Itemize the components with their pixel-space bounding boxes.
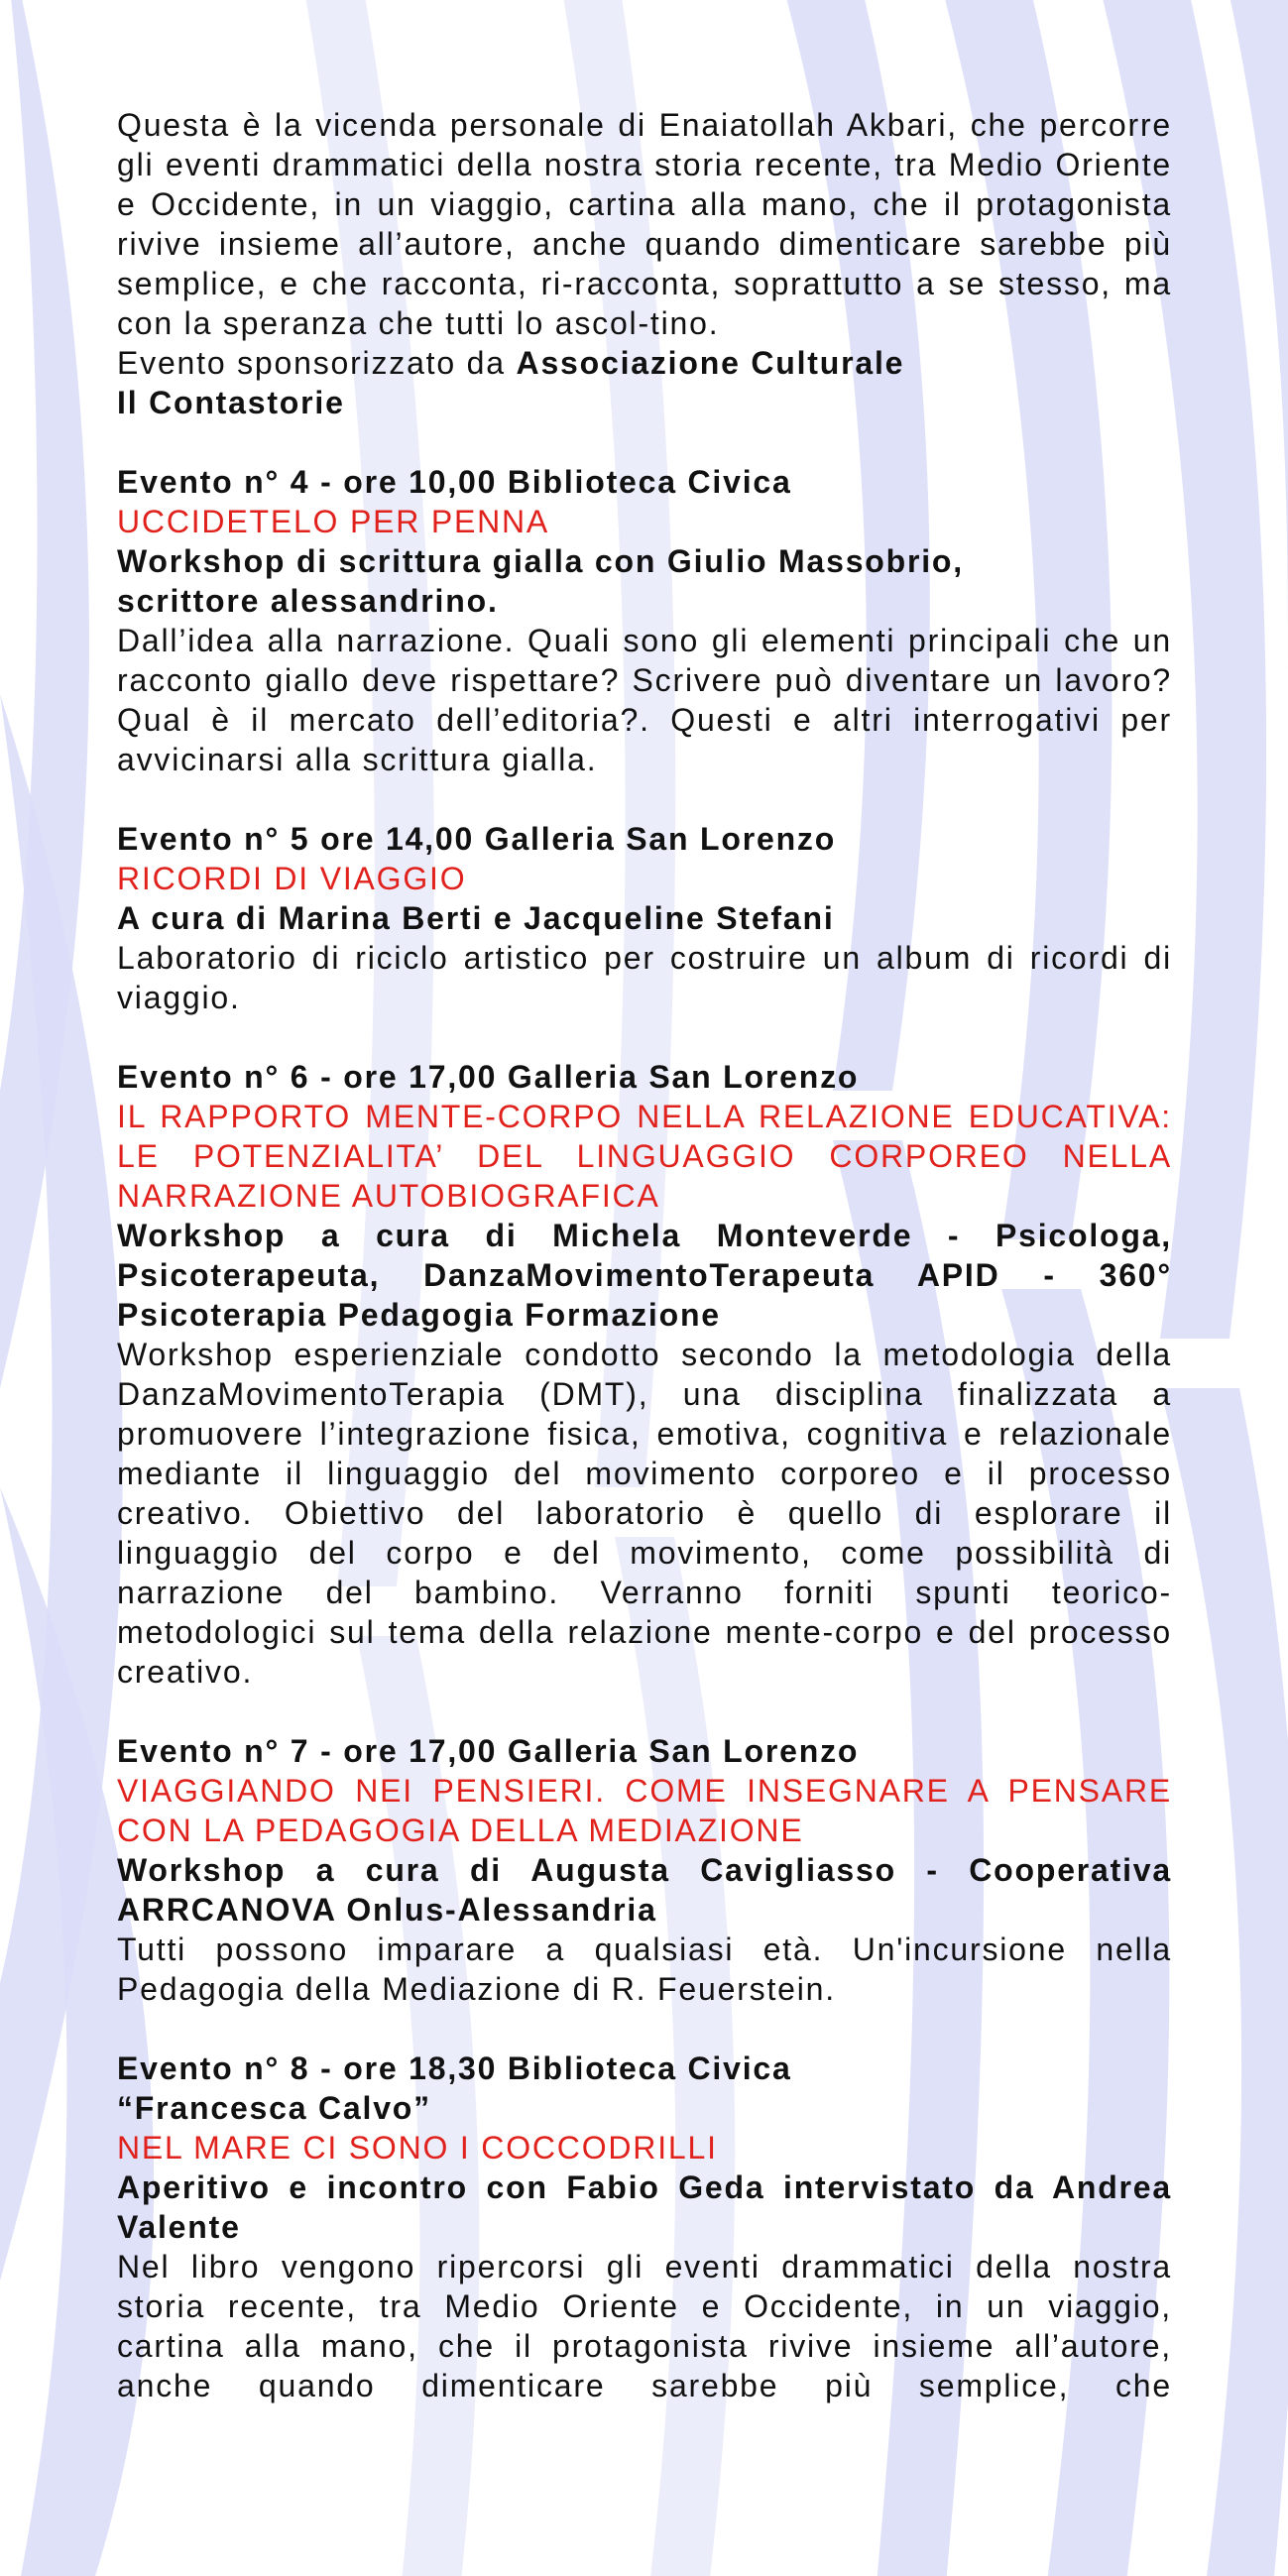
event-subtitle-line2: scrittore alessandrino.: [117, 583, 499, 619]
event-subtitle: Aperitivo e incontro con Fabio Geda intervistato da Andrea Valente: [117, 2169, 1172, 2245]
sponsor-name-line1: Associazione Culturale: [516, 345, 905, 381]
event-heading: Evento n° 5 ore 14,00 Galleria San Lorenzo: [117, 821, 837, 857]
event-title: NEL MARE CI SONO I COCCODRILLI: [117, 2130, 718, 2166]
event-4: [117, 462, 1172, 779]
sponsor-prefix: Evento sponsorizzato da: [117, 345, 506, 381]
sponsor-name-line2: Il Contastorie: [117, 385, 345, 420]
event-title: RICORDI DI VIAGGIO: [117, 861, 467, 896]
event-title: UCCIDETELO PER PENNA: [117, 504, 550, 539]
event-heading: [117, 2049, 1172, 2128]
event-title: IL RAPPORTO MENTE-CORPO NELLA RELAZIONE EDUCATIVA: LE POTENZIALITA’ DEL LINGUAGGIO CORPOREO NELLA NARRAZIONE AUTOBIOGRAFICA: [117, 1099, 1172, 1214]
event-subtitle: [117, 541, 1172, 621]
sponsor-line: [117, 343, 1172, 422]
event-5: [117, 819, 1172, 1017]
event-title: VIAGGIANDO NEI PENSIERI. COME INSEGNARE A PENSARE CON LA PEDAGOGIA DELLA MEDIAZIONE: [117, 1773, 1172, 1848]
event-6: [117, 1057, 1172, 1692]
event-description: Tutti possono imparare a qualsiasi età. Un'incursione nella Pedagogia della Mediazione di R. Feuerstein.: [117, 1932, 1172, 2007]
event-heading: Evento n° 6 - ore 17,00 Galleria San Lorenzo: [117, 1059, 860, 1095]
intro-section: [117, 105, 1172, 422]
event-subtitle-line1: Workshop di scrittura gialla con Giulio Massobrio,: [117, 543, 964, 579]
event-description: Nel libro vengono ripercorsi gli eventi drammatici della nostra storia recente, tra Medio Oriente e Occidente, in un viaggio, cartina alla mano, che il protagonista rivive insieme all’autore, anche quando dimenticare sarebbe più semplice, che: [117, 2249, 1172, 2403]
event-description: Dall’idea alla narrazione. Quali sono gli elementi principali che un racconto giallo deve rispettare? Scrivere può diventare un lavoro? Qual è il mercato dell’editoria?. Questi e altri interrogativi per avvicinarsi alla scrittura gialla.: [117, 623, 1172, 777]
event-heading: Evento n° 4 - ore 10,00 Biblioteca Civica: [117, 464, 792, 500]
event-subtitle: Workshop a cura di Augusta Cavigliasso - Cooperativa ARRCANOVA Onlus-Alessandria: [117, 1852, 1172, 1928]
event-heading-line2: “Francesca Calvo”: [117, 2090, 431, 2126]
event-heading: Evento n° 7 - ore 17,00 Galleria San Lorenzo: [117, 1733, 860, 1769]
event-description: Workshop esperienziale condotto secondo la metodologia della DanzaMovimentoTerapia (DMT), una disciplina finalizzata a promuovere l’integrazione fisica, emotiva, cognitiva e relazionale mediante il linguaggio del movimento corporeo e il processo creativo. Obiettivo del laboratorio è quello di esplorare il linguaggio del corpo e del movimento, come possibilità di narrazione del bambino. Verranno forniti spunti teorico-metodologici sul tema della relazione mente-corpo e del processo creativo.: [117, 1337, 1172, 1690]
event-description: Laboratorio di riciclo artistico per costruire un album di ricordi di viaggio.: [117, 940, 1172, 1015]
event-subtitle: A cura di Marina Berti e Jacqueline Stefani: [117, 900, 835, 936]
event-subtitle: Workshop a cura di Michela Monteverde - Psicologa, Psicoterapeuta, DanzaMovimentoTerapeuta APID - 360° Psicoterapia Pedagogia Formazione: [117, 1218, 1172, 1333]
background-stripe: [1160, 1388, 1288, 2576]
event-7: [117, 1731, 1172, 2009]
page-content: [117, 105, 1172, 2405]
intro-paragraph: Questa è la vicenda personale di Enaiatollah Akbari, che percorre gli eventi drammatici della nostra storia recente, tra Medio Oriente e Occidente, in un viaggio, cartina alla mano, che il protagonista rivive insieme all’autore, anche quando dimenticare sarebbe più semplice, e che racconta, ri-racconta, soprattutto a se stesso, ma con la speranza che tutti lo ascol-tino.: [117, 107, 1172, 341]
event-heading-line1: Evento n° 8 - ore 18,30 Biblioteca Civica: [117, 2050, 792, 2086]
event-8: [117, 2049, 1172, 2405]
